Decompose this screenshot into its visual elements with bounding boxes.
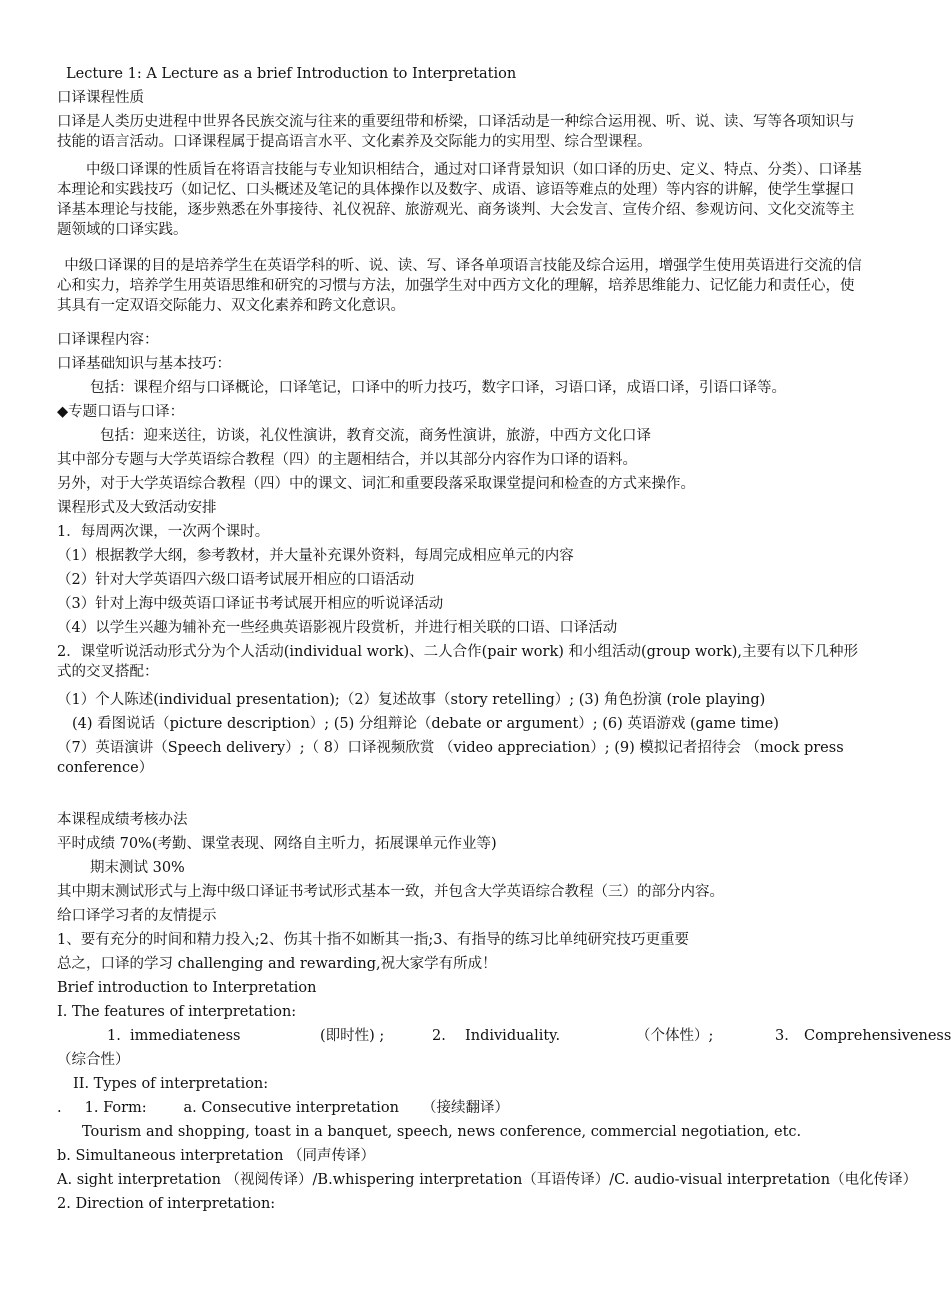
types-heading: II. Types of interpretation: bbox=[73, 1076, 269, 1092]
activity-row-2: (4) 看图说话（picture description）; (5) 分组辩论（debate or argument）; (6) 英语游戏 (game time) bbox=[72, 716, 779, 732]
types-form: . 1. Form: a. Consecutive interpretation （接续翻译） bbox=[57, 1100, 510, 1116]
activity-row-1: （1）个人陈述(individual presentation);（2）复述故事（story retelling）; (3) 角色扮演 (role playing) bbox=[57, 692, 766, 708]
assess-final: 期末测试 30% bbox=[90, 860, 185, 876]
topics-heading: ◆专题口语与口译： bbox=[57, 404, 185, 420]
basics-items: 包括：课程介绍与口译概论，口译笔记，口译中的听力技巧，数字口译，习语口译，成语口译，引语口译等。 bbox=[90, 380, 786, 396]
nature-paragraph-2: 中级口译课的性质旨在将语言技能与专业知识相结合，通过对口译背景知识（如口译的历史、定义、特点、分类）、口译基本理论和实践技巧（如记忆、口头概述及笔记的具体操作以及数字、成语、谚语等难点的处理）等内容的讲解，使学生掌握口译基本理论与技能，逐步熟悉在外事接待、礼仪祝辞、旅游观光、商务谈判、大会发言、宣传介绍、参观访问、文化交流等主题领域的口译实践。 bbox=[57, 162, 862, 238]
form-subitem: （1）根据教学大纲，参考教材，并大量补充课外资料，每周完成相应单元的内容 bbox=[57, 548, 574, 564]
intro-heading: Brief introduction to Interpretation bbox=[57, 980, 317, 996]
form-subitem: （4）以学生兴趣为辅补充一些经典英语影视片段赏析，并进行相关联的口语、口译活动 bbox=[57, 620, 618, 636]
feature-individuality: Individuality. bbox=[465, 1028, 561, 1044]
form-item-2: 2．课堂听说活动形式分为个人活动(individual work)、二人合作(pair work) 和小组活动(group work),主要有以下几种形式的交叉搭配： bbox=[57, 644, 858, 680]
assess-regular: 平时成绩 70%(考勤、课堂表现、网络自主听力，拓展课单元作业等) bbox=[57, 836, 497, 852]
topics-note-2: 另外，对于大学英语综合教程（四）中的课文、词汇和重要段落采取课堂提问和检查的方式来操作。 bbox=[57, 476, 695, 492]
feature-comprehensiveness: Comprehensiveness bbox=[804, 1028, 951, 1044]
features-heading: I. The features of interpretation: bbox=[57, 1004, 297, 1020]
feature-number: 1. bbox=[107, 1028, 121, 1044]
topics-note-1: 其中部分专题与大学英语综合教程（四）的主题相结合，并以其部分内容作为口译的语料。 bbox=[57, 452, 637, 468]
tips-list: 1、要有充分的时间和精力投入;2、伤其十指不如断其一指;3、有指导的练习比单纯研究技巧更重要 bbox=[57, 932, 689, 948]
feature-number: 2. bbox=[432, 1028, 446, 1044]
feature-immediateness-cn: (即时性) ; bbox=[320, 1028, 385, 1044]
lecture-title: Lecture 1: A Lecture as a brief Introduction to Interpretation bbox=[66, 66, 517, 82]
tips-heading: 给口译学习者的友情提示 bbox=[57, 908, 217, 924]
feature-individuality-cn: （个体性）; bbox=[636, 1028, 714, 1044]
direction-heading: 2. Direction of interpretation: bbox=[57, 1196, 276, 1212]
types-simultaneous: b. Simultaneous interpretation （同声传译） bbox=[57, 1148, 376, 1164]
content-heading: 口译课程内容： bbox=[57, 332, 159, 348]
basics-heading: 口译基础知识与基本技巧： bbox=[57, 356, 231, 372]
form-subitem: （2）针对大学英语四六级口语考试展开相应的口语活动 bbox=[57, 572, 415, 588]
nature-paragraph-3: 中级口译课的目的是培养学生在英语学科的听、说、读、写、译各单项语言技能及综合运用，增强学生使用英语进行交流的信心和实力，培养学生用英语思维和研究的习惯与方法，加强学生对中西方文化的理解，培养思维能力、记忆能力和责任心，使其具有一定双语交际能力、双文化素养和跨文化意识。 bbox=[57, 258, 862, 314]
features-row bbox=[0, 1026, 951, 1046]
topics-items: 包括：迎来送往，访谈，礼仪性演讲，教育交流，商务性演讲，旅游，中西方文化口译 bbox=[100, 428, 651, 444]
form-subitem: （3）针对上海中级英语口译证书考试展开相应的听说译活动 bbox=[57, 596, 444, 612]
types-subcategories: A. sight interpretation （视阅传译）/B.whispering interpretation（耳语传译）/C. audio-visual interpretation（电化传译） bbox=[57, 1172, 918, 1188]
feature-comprehensiveness-cn: （综合性） bbox=[57, 1052, 130, 1068]
form-item-1: 1．每周两次课，一次两个课时。 bbox=[57, 524, 270, 540]
types-examples: Tourism and shopping, toast in a banquet, speech, news conference, commercial negotiation, etc. bbox=[82, 1124, 802, 1140]
feature-immediateness: immediateness bbox=[130, 1028, 241, 1044]
assess-note: 其中期末测试形式与上海中级口译证书考试形式基本一致，并包含大学英语综合教程（三）的部分内容。 bbox=[57, 884, 724, 900]
nature-heading: 口译课程性质 bbox=[57, 90, 144, 106]
activity-row-3: （7）英语演讲（Speech delivery）;（ 8）口译视频欣赏 （video appreciation）; (9) 模拟记者招待会 （mock press conference） bbox=[57, 740, 844, 776]
nature-paragraph-1: 口译是人类历史进程中世界各民族交流与往来的重要纽带和桥梁，口译活动是一种综合运用视、听、说、读、写等各项知识与技能的语言活动。口译课程属于提高语言水平、文化素养及交际能力的实用型、综合型课程。 bbox=[57, 114, 855, 150]
form-heading: 课程形式及大致活动安排 bbox=[57, 500, 217, 516]
assess-heading: 本课程成绩考核办法 bbox=[57, 812, 188, 828]
tips-summary: 总之，口译的学习 challenging and rewarding,祝大家学有所成！ bbox=[57, 956, 497, 972]
feature-number: 3. bbox=[775, 1028, 789, 1044]
